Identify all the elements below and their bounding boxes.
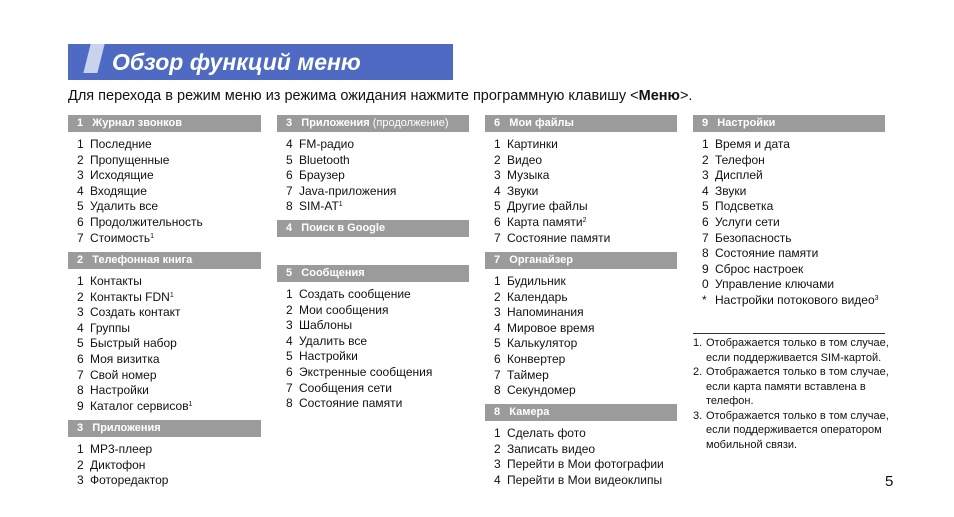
menu-item	[494, 184, 610, 200]
menu-item	[77, 458, 168, 474]
section-title: Приложения	[92, 422, 161, 434]
footnote-ref: 2	[582, 216, 587, 224]
menu-item-number: *	[702, 292, 707, 307]
menu-item	[77, 336, 192, 352]
menu-item-number: 2	[286, 302, 293, 317]
intro-before: Для перехода в режим меню из режима ожидания нажмите программную клавишу <	[68, 88, 639, 104]
menu-item-number: 4	[702, 183, 709, 198]
section-title: Сообщения	[301, 267, 365, 279]
menu-item	[286, 318, 432, 334]
menu-item-number: 3	[77, 305, 84, 320]
menu-item-number: 1	[494, 137, 501, 151]
menu-item-number: 4	[77, 183, 84, 198]
menu-item-label: FM-радио	[299, 137, 355, 151]
menu-item-label: Исходящие	[90, 168, 154, 183]
menu-item	[494, 321, 594, 337]
menu-item-label: Калькулятор	[507, 336, 578, 351]
footnote	[693, 409, 893, 453]
menu-item-number: 1	[494, 274, 501, 288]
footnote-ref: 1	[338, 201, 343, 209]
footnotes	[693, 336, 893, 452]
menu-item	[702, 153, 879, 169]
section-number: 6	[494, 117, 501, 129]
menu-item-label: Удалить все	[90, 199, 159, 214]
section-number: 4	[286, 222, 293, 234]
section-head-phonebook	[68, 252, 261, 269]
section-title: Камера	[509, 406, 550, 418]
menu-item-label: Секундомер	[507, 383, 576, 398]
menu-item-number: 6	[286, 168, 293, 183]
menu-item	[494, 168, 610, 184]
footnote-text: Отображается только в том случае, если поддерживается SIM-картой.	[706, 337, 889, 364]
intro-text	[68, 87, 692, 105]
menu-item	[286, 334, 432, 350]
section-number: 5	[286, 267, 293, 279]
my-files-list	[494, 137, 610, 246]
section-head-messages	[277, 265, 469, 282]
section-number: 3	[286, 117, 293, 129]
menu-item	[77, 231, 203, 247]
menu-item	[286, 349, 432, 365]
menu-item	[286, 199, 396, 215]
menu-item-number: 1	[286, 287, 293, 301]
phonebook-list	[77, 274, 192, 414]
menu-item-number: 2	[702, 152, 709, 167]
menu-item-number: 3	[77, 168, 84, 183]
menu-item-label: Перейти в Мои фотографии	[507, 457, 664, 472]
menu-item	[702, 293, 879, 309]
menu-item	[77, 442, 168, 458]
menu-item	[702, 137, 879, 153]
menu-item-label: Мои сообщения	[299, 302, 389, 317]
menu-item-label: Шаблоны	[299, 318, 353, 333]
menu-item-number: 5	[494, 199, 501, 214]
menu-item-label: Перейти в Мои видеоклипы	[507, 472, 663, 487]
menu-item-label: Браузер	[299, 168, 345, 183]
menu-item-number: 6	[77, 351, 84, 366]
menu-item-number: 9	[77, 398, 84, 413]
menu-item	[702, 246, 879, 262]
menu-item	[286, 153, 396, 169]
section-head-organizer	[485, 252, 677, 269]
menu-item-label: Будильник	[507, 274, 566, 288]
menu-item-number: 1	[77, 137, 84, 151]
menu-item	[77, 153, 203, 169]
menu-item-label: Bluetooth	[299, 152, 350, 167]
menu-item	[77, 368, 192, 384]
menu-item	[77, 215, 203, 231]
menu-item-label: Создать сообщение	[299, 287, 411, 301]
applications-cont-list	[286, 137, 396, 215]
menu-item-label: Стоимость	[90, 230, 151, 245]
footnote-text: Отображается только в том случае, если карта памяти вставлена в телефон.	[706, 366, 889, 407]
intro-after: >.	[679, 88, 693, 104]
section-number: 1	[77, 117, 84, 129]
menu-item-label: Время и дата	[715, 137, 790, 151]
menu-item-label: Календарь	[507, 289, 568, 304]
section-number: 8	[494, 406, 501, 418]
menu-item	[77, 290, 192, 306]
section-number: 2	[77, 254, 84, 266]
organizer-list	[494, 274, 594, 399]
menu-item-number: 9	[702, 261, 709, 276]
menu-item-label: Контакты FDN	[90, 289, 170, 304]
section-number: 7	[494, 254, 501, 266]
menu-item-number: 1	[77, 274, 84, 288]
menu-item-label: MP3-плеер	[90, 442, 153, 456]
menu-item-number: 6	[77, 214, 84, 229]
menu-item-number: 3	[494, 305, 501, 320]
menu-item-number: 6	[702, 214, 709, 229]
menu-item-label: Фоторедактор	[90, 473, 169, 488]
menu-item-number: 4	[77, 320, 84, 335]
footnote	[693, 365, 893, 409]
section-title: Органайзер	[509, 254, 573, 266]
menu-item	[77, 473, 168, 489]
menu-item	[702, 231, 879, 247]
menu-item-number: 4	[286, 333, 293, 348]
menu-item-label: Сброс настроек	[715, 261, 804, 276]
menu-item	[494, 290, 594, 306]
footnote-number: 1.	[693, 337, 703, 349]
footnote-ref: 3	[874, 294, 879, 302]
menu-item-number: 7	[494, 230, 501, 245]
menu-item-label: Записать видео	[507, 441, 596, 456]
menu-item-label: Настройки потокового видео	[715, 292, 875, 307]
menu-item-label: Последние	[90, 137, 152, 151]
menu-item-number: 2	[494, 152, 501, 167]
menu-item-label: Java-приложения	[299, 183, 397, 198]
footnote	[693, 336, 893, 365]
menu-item-label: Сделать фото	[507, 426, 586, 440]
menu-item-number: 7	[77, 230, 84, 245]
footnote-ref: 1	[150, 232, 154, 240]
menu-item	[702, 262, 879, 278]
menu-item-number: 2	[77, 152, 84, 167]
menu-item-number: 2	[494, 441, 501, 456]
menu-item	[702, 184, 879, 200]
section-note: (продолжение)	[372, 117, 449, 129]
menu-item-label: Конвертер	[507, 351, 566, 366]
menu-item-number: 5	[702, 199, 709, 214]
menu-item-label: Быстрый набор	[90, 336, 177, 351]
section-head-applications	[68, 420, 261, 437]
menu-item	[77, 399, 192, 415]
menu-item-label: Подсветка	[715, 199, 774, 214]
menu-item-number: 7	[702, 230, 709, 245]
menu-item	[494, 442, 664, 458]
footnote-ref: 1	[188, 400, 193, 408]
section-head-my-files	[485, 115, 677, 132]
menu-item-label: Звуки	[715, 183, 747, 198]
menu-item-number: 5	[77, 336, 84, 351]
menu-item-number: 2	[494, 289, 501, 304]
menu-item-label: Состояние памяти	[507, 230, 611, 245]
page-number: 5	[885, 473, 894, 490]
menu-item-number: 3	[494, 168, 501, 183]
section-head-camera	[485, 404, 677, 421]
menu-item-number: 3	[286, 318, 293, 333]
menu-item	[77, 305, 192, 321]
menu-item-label: SIM-AT	[299, 199, 339, 214]
menu-item-number: 1	[702, 137, 709, 151]
section-head-google-search	[277, 220, 469, 237]
footnote-number: 3.	[693, 409, 703, 422]
menu-item	[494, 426, 664, 442]
menu-item	[494, 274, 594, 290]
menu-item-label: Настройки	[299, 349, 358, 364]
section-number: 9	[702, 117, 709, 129]
menu-item-number: 7	[77, 367, 84, 382]
menu-item-number: 6	[494, 351, 501, 366]
menu-item-label: Музыка	[507, 168, 550, 183]
menu-item	[494, 336, 594, 352]
menu-item-label: Создать контакт	[90, 305, 181, 320]
footnote-divider	[693, 333, 885, 334]
menu-item-number: 6	[494, 214, 501, 229]
menu-item	[494, 231, 610, 247]
menu-item-number: 5	[286, 349, 293, 364]
menu-item-number: 6	[286, 364, 293, 379]
settings-list	[702, 137, 879, 309]
menu-item	[286, 137, 396, 153]
menu-item-number: 2	[77, 289, 84, 304]
menu-item-label: Телефон	[715, 152, 765, 167]
menu-item	[77, 137, 203, 153]
menu-item-label: Экстренные сообщения	[299, 364, 433, 379]
menu-item	[494, 305, 594, 321]
menu-item-label: Другие файлы	[507, 199, 588, 214]
menu-item-number: 7	[286, 183, 293, 198]
menu-item-label: Настройки	[90, 383, 149, 398]
menu-item	[77, 168, 203, 184]
menu-item-label: Мировое время	[507, 320, 595, 335]
menu-item-label: Дисплей	[715, 168, 763, 183]
menu-item-label: Пропущенные	[90, 152, 170, 167]
menu-item	[286, 303, 432, 319]
footnote-text: Отображается только в том случае, если поддерживается оператором мобильной связи.	[706, 409, 889, 451]
menu-item	[286, 184, 396, 200]
footnote-ref: 1	[169, 291, 174, 299]
menu-item-label: Моя визитка	[90, 351, 160, 366]
menu-item-label: Напоминания	[507, 305, 584, 320]
menu-item-number: 8	[702, 246, 709, 261]
menu-item	[494, 215, 610, 231]
camera-list	[494, 426, 664, 488]
menu-item	[494, 199, 610, 215]
menu-item	[702, 199, 879, 215]
menu-item	[77, 184, 203, 200]
menu-item	[77, 274, 192, 290]
menu-item	[702, 168, 879, 184]
menu-item	[702, 277, 879, 293]
menu-item-number: 5	[494, 336, 501, 351]
menu-item-label: Сообщения сети	[299, 380, 392, 395]
page-title: Обзор функций меню	[112, 49, 361, 75]
section-head-settings	[693, 115, 885, 132]
menu-item-label: Услуги сети	[715, 214, 780, 229]
menu-item-number: 7	[286, 380, 293, 395]
menu-item	[77, 352, 192, 368]
menu-item-number: 3	[494, 457, 501, 472]
section-title: Телефонная книга	[92, 254, 193, 266]
menu-item	[286, 168, 396, 184]
menu-item	[494, 368, 594, 384]
menu-item-number: 1	[77, 442, 84, 456]
menu-item-label: Каталог сервисов	[90, 398, 189, 413]
menu-item-label: Состояние памяти	[299, 396, 403, 411]
menu-item-label: Диктофон	[90, 457, 146, 472]
menu-item	[494, 457, 664, 473]
section-number: 3	[77, 422, 84, 434]
menu-item-number: 3	[77, 473, 84, 488]
section-title: Настройки	[717, 117, 776, 129]
menu-item-number: 4	[286, 137, 293, 151]
menu-item-label: Состояние памяти	[715, 246, 819, 261]
section-title: Приложения	[301, 117, 370, 129]
menu-item	[77, 199, 203, 215]
menu-item-number: 5	[77, 199, 84, 214]
menu-item	[77, 321, 192, 337]
menu-item-number: 7	[494, 367, 501, 382]
menu-item-label: Продолжительность	[90, 214, 203, 229]
menu-item-number: 2	[77, 457, 84, 472]
menu-item	[77, 383, 192, 399]
section-title: Поиск в Google	[301, 222, 386, 234]
menu-item	[286, 396, 432, 412]
menu-item-label: Картинки	[507, 137, 558, 151]
menu-item-label: Звуки	[507, 183, 539, 198]
menu-item-number: 1	[494, 426, 501, 440]
menu-item-number: 4	[494, 320, 501, 335]
menu-item-number: 8	[77, 383, 84, 398]
menu-item	[286, 381, 432, 397]
menu-item-label: Удалить все	[299, 333, 368, 348]
menu-item-number: 3	[702, 168, 709, 183]
menu-item-label: Свой номер	[90, 367, 157, 382]
menu-item-label: Контакты	[90, 274, 142, 288]
menu-item-number: 8	[286, 199, 293, 214]
menu-item-number: 8	[286, 396, 293, 411]
menu-item	[286, 287, 432, 303]
menu-item-label: Таймер	[507, 367, 549, 382]
menu-item-label: Безопасность	[715, 230, 792, 245]
section-title: Мои файлы	[509, 117, 574, 129]
menu-item-number: 4	[494, 183, 501, 198]
menu-item	[494, 352, 594, 368]
menu-item	[286, 365, 432, 381]
call-log-list	[77, 137, 203, 246]
menu-item-number: 0	[702, 277, 709, 292]
menu-item	[494, 153, 610, 169]
menu-item-label: Видео	[507, 152, 543, 167]
menu-item	[494, 383, 594, 399]
menu-item-label: Карта памяти	[507, 214, 583, 229]
menu-item-number: 4	[494, 472, 501, 487]
applications-list	[77, 442, 168, 489]
footnote-number: 2.	[693, 366, 703, 378]
menu-item-label: Входящие	[90, 183, 147, 198]
menu-item	[702, 215, 879, 231]
section-head-call-log	[68, 115, 261, 132]
menu-item	[494, 473, 664, 489]
menu-item-label: Группы	[90, 320, 130, 335]
menu-item-number: 5	[286, 152, 293, 167]
section-title: Журнал звонков	[92, 117, 183, 129]
section-head-applications-cont	[277, 115, 469, 132]
messages-list	[286, 287, 432, 412]
menu-item-label: Управление ключами	[715, 277, 835, 292]
intro-key: Меню	[638, 88, 680, 104]
menu-item	[494, 137, 610, 153]
menu-item-number: 8	[494, 383, 501, 398]
